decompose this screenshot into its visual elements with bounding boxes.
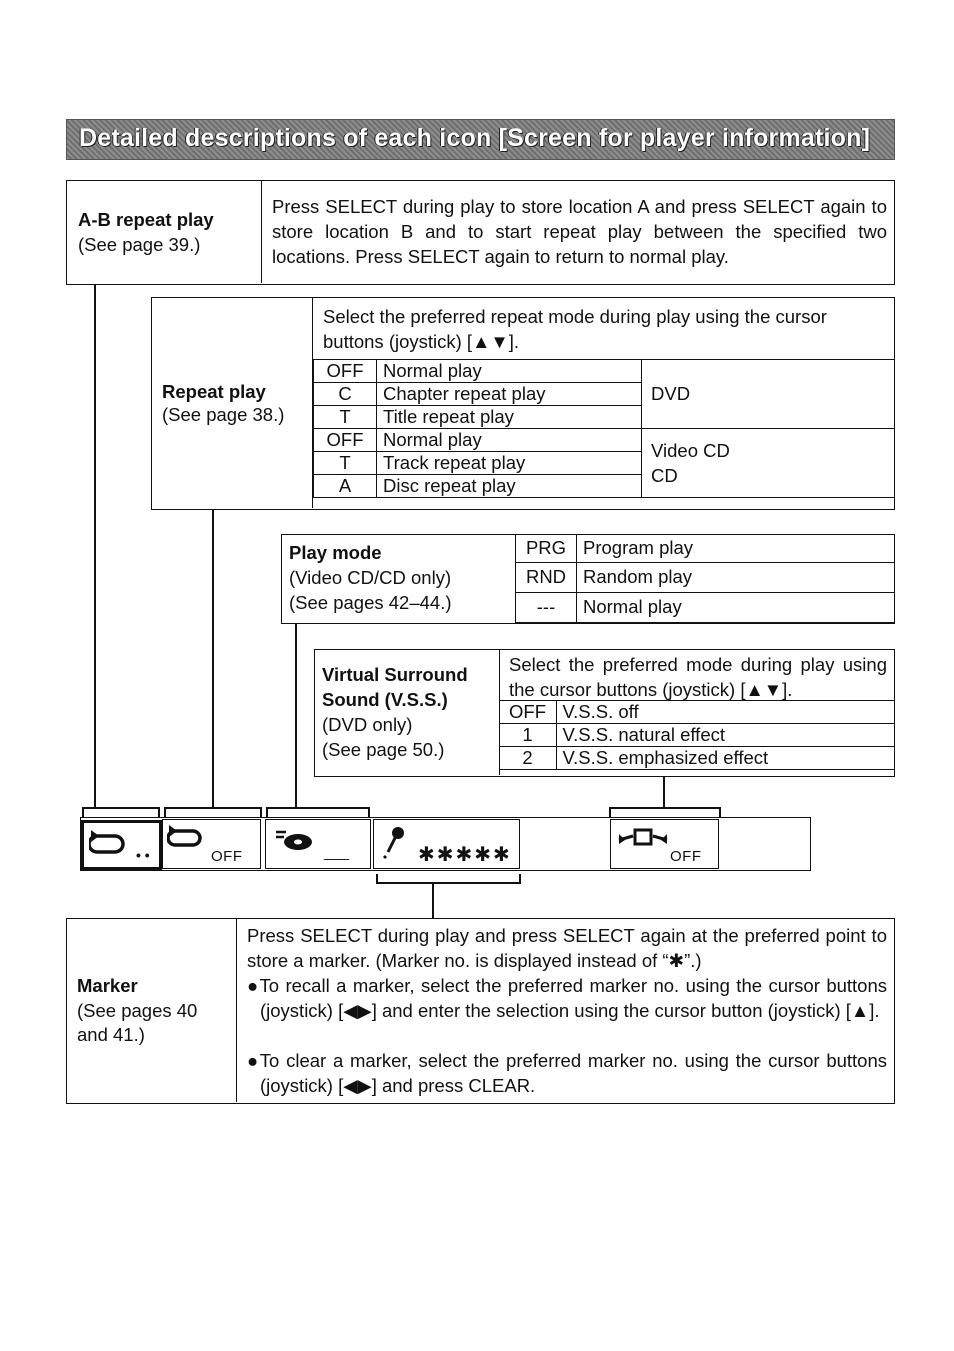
repeat-off-label: OFF — [211, 848, 243, 865]
connector-ab — [94, 285, 96, 808]
repeat-description: Select the preferred repeat mode during play using the cursor buttons (joystick) [▲▼]. — [323, 306, 827, 352]
table-row: PRG Program play — [516, 534, 895, 562]
vss-off-label: OFF — [670, 848, 702, 865]
vss-note: (DVD only) — [322, 714, 413, 735]
table-row: RND Random play — [516, 562, 895, 592]
play-mode-icon-box — [265, 819, 371, 869]
repeat-icon — [167, 823, 203, 851]
repeat-play-box — [151, 297, 895, 510]
connector-repeat — [212, 509, 214, 808]
ab-repeat-icon — [89, 828, 125, 858]
table-row: T Track repeat play — [314, 452, 895, 475]
vss-title-1: Virtual Surround — [322, 664, 468, 685]
marker-box — [66, 918, 895, 1104]
table-row: OFF V.S.S. off — [499, 701, 894, 724]
play-mode-icon — [272, 828, 314, 852]
section-title: Detailed descriptions of each icon [Screen for player information] — [79, 124, 871, 152]
marker-label-cell — [67, 919, 237, 1102]
marker-description: Press SELECT during play and press SELECT again at the preferred point to store a marker. (Marker no. is displayed instead of “✱”.) — [247, 925, 887, 971]
vss-table — [499, 700, 895, 770]
table-row: A Disc repeat play — [314, 475, 895, 498]
marker-icon-box — [373, 819, 520, 869]
marker-icon — [380, 824, 410, 860]
play-mode-ref: (See pages 42–44.) — [289, 592, 452, 613]
bracket-playmode — [266, 807, 370, 817]
repeat-ref: (See page 38.) — [162, 404, 285, 425]
repeat-mode-table — [313, 359, 895, 498]
connector-playmode — [295, 623, 297, 808]
play-mode-dashes: ___ — [324, 844, 350, 861]
ab-repeat-label-cell — [67, 181, 262, 283]
bracket-ab — [82, 807, 160, 817]
table-row: 1 V.S.S. natural effect — [499, 724, 894, 747]
repeat-icon-box — [162, 819, 261, 869]
vss-box — [314, 649, 895, 777]
ab-repeat-ref: (See page 39.) — [78, 234, 201, 255]
table-row: C Chapter repeat play — [314, 383, 895, 406]
marker-bullet-clear: ●To clear a marker, select the preferred marker no. using the cursor buttons (joystick) [◀▶] and press CLEAR. — [247, 1050, 887, 1096]
table-row: OFF Normal play DVD — [314, 360, 895, 383]
bracket-vss — [609, 807, 721, 817]
bracket-repeat — [164, 807, 262, 817]
ab-repeat-description: Press SELECT during play to store location A and press SELECT again to store location B and to start repeat play between the specified two locations. Press SELECT again to return to normal play. — [272, 196, 887, 267]
ab-dots: • • — [136, 847, 150, 863]
vss-ref: (See page 50.) — [322, 739, 445, 760]
marker-bullet-recall: ●To recall a marker, select the preferred marker no. using the cursor buttons (joystick) [◀▶] and enter the selection using the cursor button (joystick) [▲]. — [247, 975, 887, 1021]
section-title-bar — [66, 119, 895, 160]
marker-stars: ✱✱✱✱✱ — [418, 844, 512, 866]
marker-ref-1: (See pages 40 — [77, 1000, 198, 1021]
connector-vss — [663, 776, 665, 808]
ab-repeat-box — [66, 180, 895, 285]
table-row: T Title repeat play — [314, 406, 895, 429]
ab-repeat-title: A-B repeat play — [78, 209, 214, 230]
play-mode-table — [515, 534, 895, 623]
bracket-marker — [376, 874, 521, 884]
connector-marker — [432, 884, 434, 918]
play-mode-box — [281, 534, 895, 624]
table-row: --- Normal play — [516, 592, 895, 622]
play-mode-note: (Video CD/CD only) — [289, 567, 452, 588]
repeat-title: Repeat play — [162, 381, 266, 402]
vss-icon — [615, 826, 671, 852]
group-vcd-cd: Video CD CD — [642, 429, 895, 498]
group-dvd: DVD — [642, 360, 895, 429]
play-mode-title: Play mode — [289, 542, 382, 563]
table-row: OFF Normal play Video CD CD — [314, 429, 895, 452]
vss-right — [499, 650, 894, 775]
ab-repeat-icon-box — [81, 820, 162, 870]
repeat-label-cell — [152, 298, 313, 508]
vss-icon-box — [610, 819, 719, 869]
vss-title-2: Sound (V.S.S.) — [322, 689, 448, 710]
table-row: 2 V.S.S. emphasized effect — [499, 747, 894, 770]
marker-title: Marker — [77, 975, 138, 996]
marker-ref-2: and 41.) — [77, 1024, 145, 1045]
vss-description: Select the preferred mode during play using the cursor buttons (joystick) [▲▼]. — [509, 654, 887, 700]
